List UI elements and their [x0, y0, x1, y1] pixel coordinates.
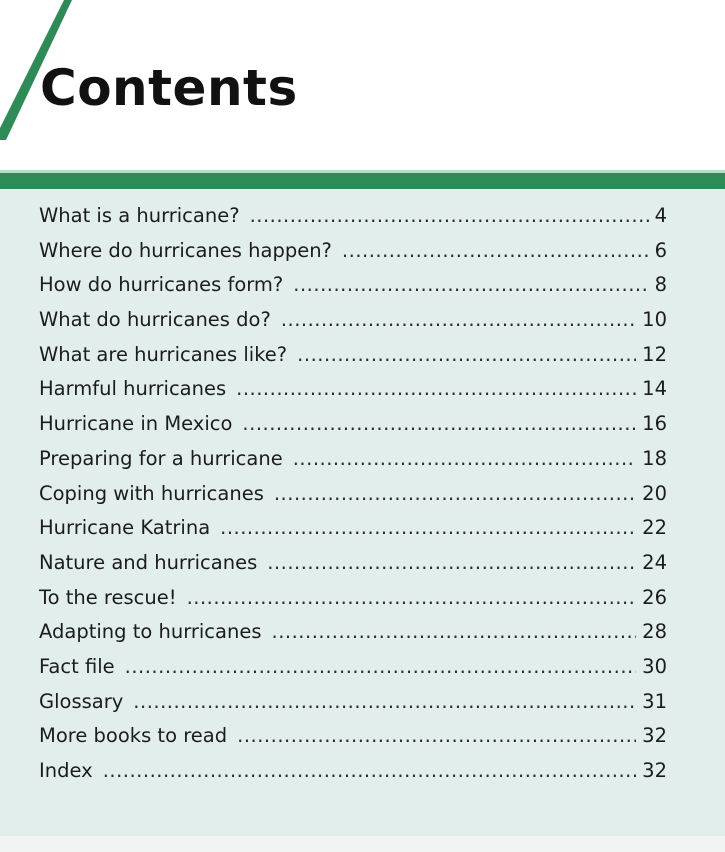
toc-entry-page-number: 4 [654, 204, 667, 227]
dot-leader [293, 273, 648, 296]
toc-entry-page-number: 8 [654, 273, 667, 297]
toc-entry-page-number: 22 [642, 516, 667, 540]
toc-entry[interactable] [39, 724, 667, 759]
toc-entry-page-number: 30 [642, 654, 667, 678]
toc-entry[interactable] [39, 620, 667, 655]
toc-entry[interactable] [39, 759, 667, 794]
dot-leader [187, 586, 637, 609]
dot-leader [293, 447, 636, 470]
toc-entry[interactable] [39, 655, 667, 690]
dot-leader [236, 377, 636, 400]
dot-leader [297, 343, 636, 366]
header-area [0, 0, 725, 174]
toc-entry-title: Fact file [39, 654, 115, 678]
toc-entry-title: Preparing for a hurricane [39, 446, 283, 470]
toc-entry-title: What do hurricanes do? [39, 308, 271, 332]
dot-leader [272, 620, 637, 643]
dot-leader [133, 690, 636, 713]
toc-entry-title: Hurricane Katrina [39, 516, 211, 540]
toc-entry-title: Where do hurricanes happen? [39, 238, 332, 262]
toc-entry-title: To the rescue! [39, 585, 177, 609]
toc-entry-page-number: 10 [642, 308, 667, 332]
dot-leader [267, 551, 636, 574]
toc-entry-page-number: 32 [642, 759, 667, 782]
toc-entry-title: Adapting to hurricanes [39, 620, 262, 644]
toc-entry-title: How do hurricanes form? [39, 273, 284, 297]
dot-leader [281, 308, 636, 331]
toc-entry[interactable] [39, 343, 667, 378]
toc-entry-title: Hurricane in Mexico [39, 412, 233, 436]
toc-entry-page-number: 20 [642, 481, 667, 505]
toc-entry-title: Index [39, 759, 93, 782]
toc-entry-page-number: 6 [654, 238, 667, 262]
header-divider-green [0, 173, 725, 189]
toc-entry[interactable] [39, 412, 667, 447]
toc-entry[interactable] [39, 204, 667, 239]
dot-leader [274, 482, 636, 505]
toc-entry[interactable] [39, 482, 667, 517]
toc-entry[interactable] [39, 516, 667, 551]
dot-leader [125, 655, 637, 678]
toc-entry[interactable] [39, 586, 667, 621]
toc-entry[interactable] [39, 308, 667, 343]
toc-entry-page-number: 24 [642, 550, 667, 574]
toc-entry-title: Coping with hurricanes [39, 481, 264, 505]
page-title: Contents [40, 59, 298, 117]
toc-entry-title: What is a hurricane? [39, 204, 240, 227]
table-of-contents [39, 204, 667, 794]
toc-entry[interactable] [39, 273, 667, 308]
toc-entry-page-number: 16 [642, 412, 667, 436]
toc-entry-page-number: 26 [642, 585, 667, 609]
toc-entry[interactable] [39, 239, 667, 274]
toc-entry[interactable] [39, 377, 667, 412]
toc-entry-title: Harmful hurricanes [39, 377, 227, 401]
dot-leader [220, 516, 636, 539]
dot-leader [342, 239, 649, 262]
toc-entry[interactable] [39, 690, 667, 725]
dot-leader [242, 412, 636, 435]
toc-entry-page-number: 28 [642, 620, 667, 644]
toc-entry[interactable] [39, 551, 667, 586]
toc-entry-title: More books to read [39, 724, 228, 748]
toc-entry-page-number: 14 [642, 377, 667, 401]
dot-leader [103, 759, 636, 782]
toc-entry-title: Glossary [39, 689, 124, 713]
dot-leader [237, 724, 636, 747]
toc-entry-page-number: 31 [642, 689, 667, 713]
toc-entry[interactable] [39, 447, 667, 482]
panel-bottom-edge [0, 836, 725, 852]
toc-entry-page-number: 12 [642, 342, 667, 366]
dot-leader [250, 204, 649, 227]
toc-entry-title: What are hurricanes like? [39, 342, 288, 366]
toc-entry-title: Nature and hurricanes [39, 550, 258, 574]
toc-entry-page-number: 32 [642, 724, 667, 748]
toc-entry-page-number: 18 [642, 446, 667, 470]
